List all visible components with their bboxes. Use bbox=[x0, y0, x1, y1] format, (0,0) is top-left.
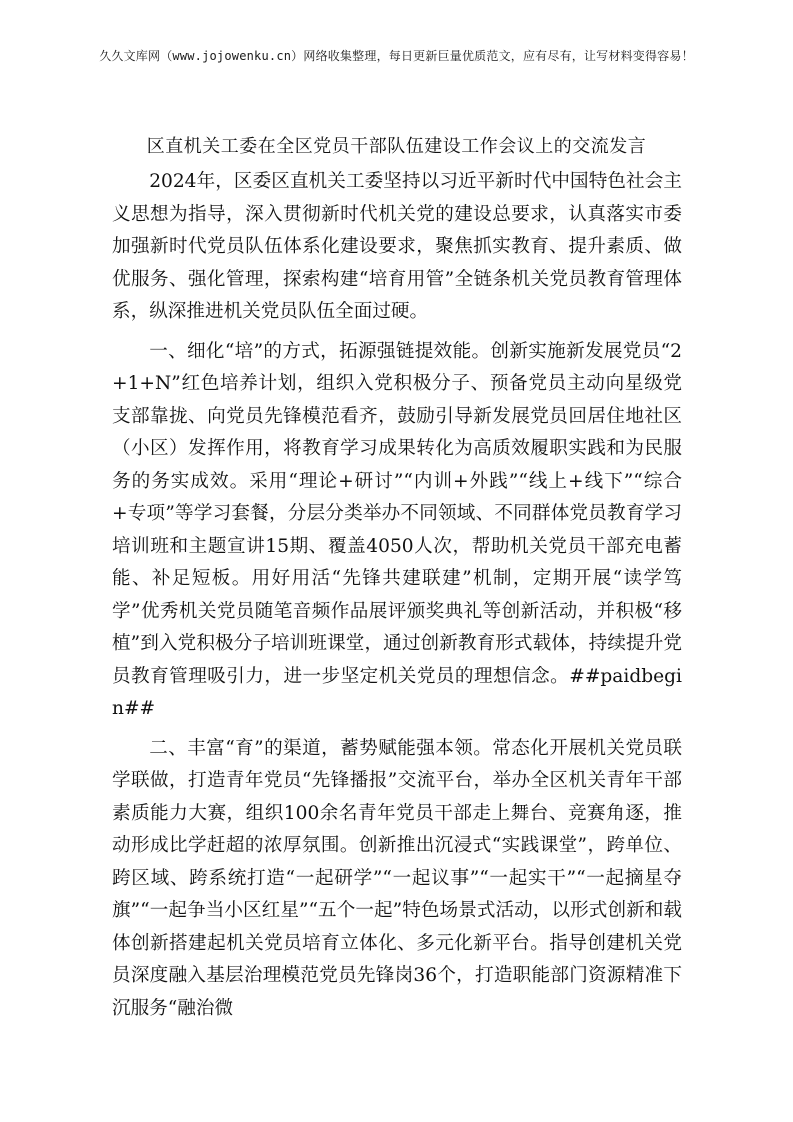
header-note: 久久文库网（www.jojowenku.cn）网络收集整理，每日更新巨量优质范文，应有尽有，让写材料变得容易！ bbox=[99, 49, 694, 63]
document-body bbox=[112, 166, 682, 1032]
paragraph-section-2: 二、丰富“育”的渠道，蓄势赋能强本领。常态化开展机关党员联学联做，打造青年党员“先锋播报”交流平台，举办全区机关青年干部素质能力大赛，组织100余名青年党员干部走上舞台、竞赛角逐，推动形成比学赶超的浓厚氛围。创新推出沉浸式“实践课堂”，跨单位、跨区域、跨系统打造“一起研学”“一起议事”“一起实干”“一起摘星夺旗”“一起争当小区红星”“五个一起”特色场景式活动，以形式创新和载体创新搭建起机关党员培育立体化、多元化新平台。指导创建机关党员深度融入基层治理模范党员先锋岗36个，打造职能部门资源精准下沉服务“融治微 bbox=[112, 737, 682, 1019]
paragraph-intro: 2024年，区委区直机关工委坚持以习近平新时代中国特色社会主义思想为指导，深入贯彻新时代机关党的建设总要求，认真落实市委加强新时代党员队伍体系化建设要求，聚焦抓实教育、提升素质、做优服务、强化管理，探索构建“培育用管”全链条机关党员教育管理体系，纵深推进机关党员队伍全面过硬。 bbox=[112, 171, 682, 322]
paragraph-section-1: 一、细化“培”的方式，拓源强链提效能。创新实施新发展党员“2+1+N”红色培养计划，组织入党积极分子、预备党员主动向星级党支部靠拢、向党员先锋模范看齐，鼓励引导新发展党员回居住地社区（小区）发挥作用，将教育学习成果转化为高质效履职实践和为民服务的务实成效。采用“理论+研讨”“内训+外践”“线上+线下”“综合+专项”等学习套餐，分层分类举办不同领域、不同群体党员教育学习培训班和主题宣讲15期、覆盖4050人次，帮助机关党员干部充电蓄能、补足短板。用好用活“先锋共建联建”机制，定期开展“读学笃学”优秀机关党员随笔音频作品展评颁奖典礼等创新活动，并积极“移植”到入党积极分子培训班课堂，通过创新教育形式载体，持续提升党员教育管理吸引力，进一步坚定机关党员的理想信念。##paidbegin## bbox=[112, 340, 682, 719]
document-title: 区直机关工委在全区党员干部队伍建设工作会议上的交流发言 bbox=[146, 136, 647, 157]
